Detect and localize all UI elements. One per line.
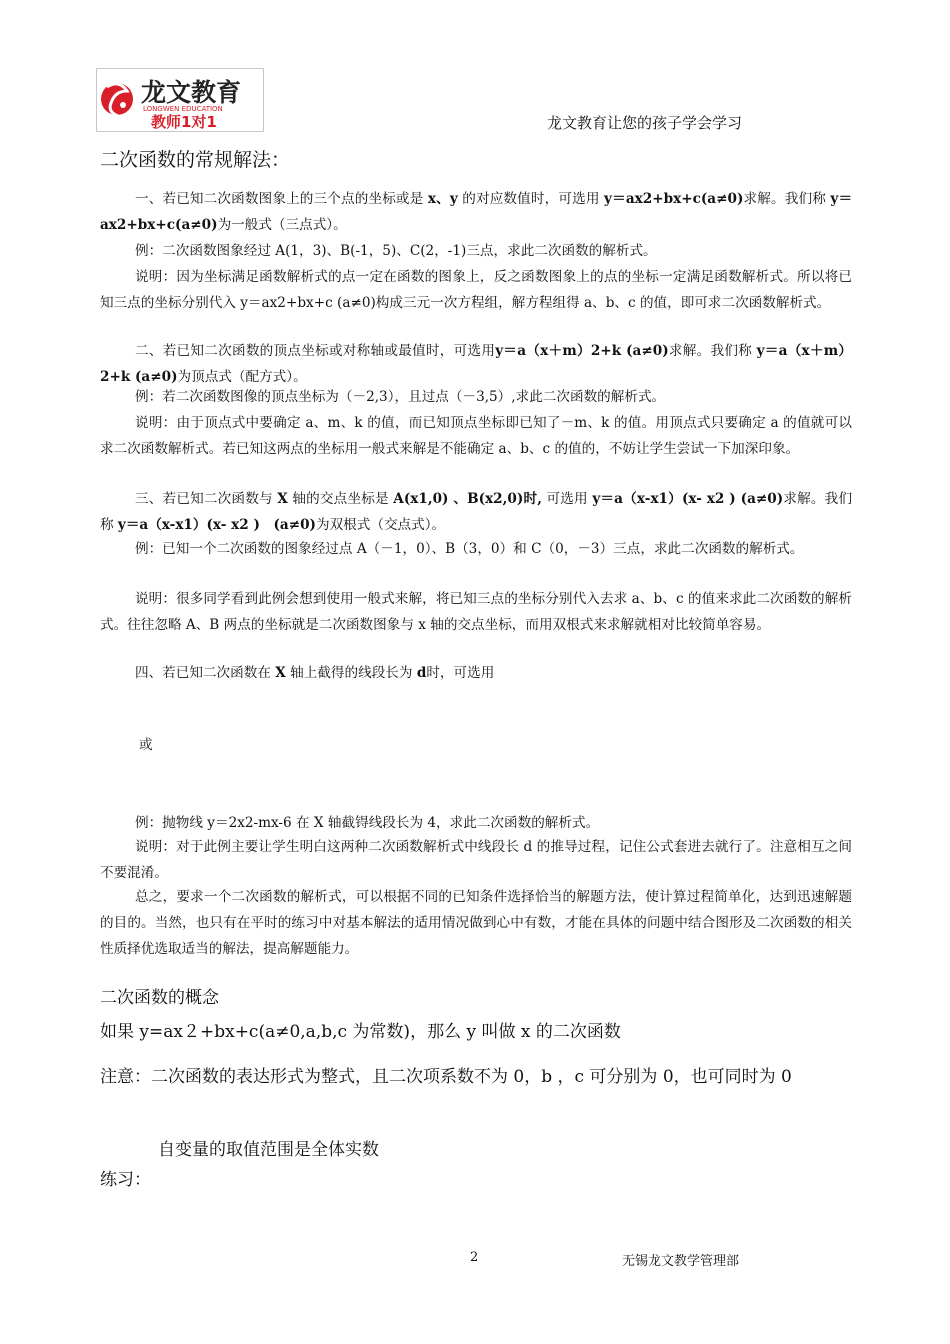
concept-heading: 二次函数的概念	[100, 988, 219, 1008]
footer-department: 无锡龙文教学管理部	[622, 1254, 740, 1269]
example-1: 例：二次函数图象经过 A(1，3)、B(-1，5)、C(2，-1)三点，求此二次函数的解析式。	[135, 243, 657, 259]
section-root-form: 三、若已知二次函数与 X 轴的交点坐标是 A(x1,0) 、B(x2,0)时, 可选用 y＝a（x-x1）(x- x2 ) (a≠0)求解。我们称 y＝a（x-x1）(x- x2 ) (a≠0)为双根式（交点式）。	[100, 491, 853, 533]
note-3: 说明：很多同学看到此例会想到使用一般式来解，将已知三点的坐标分别代入去求 a、b、c 的值来求此二次函数的解析式。往往忽略 A、B 两点的坐标就是二次函数图象与 x 轴的交点坐标，而用双根式来求解就相对比较简单容易。	[100, 591, 852, 633]
example-4: 例：抛物线 y＝2x2-mx-6 在 X 轴截锝线段长为 4，求此二次函数的解析式。	[135, 815, 600, 831]
section-segment-length: 四、若已知二次函数在 X 轴上截得的线段长为 d时，可选用	[135, 665, 495, 681]
logo-sub-text: LONGWEN EDUCATION	[143, 105, 223, 113]
note-2: 说明：由于顶点式中要确定 a、m、k 的值，而已知顶点坐标即已知了－m、k 的值。用顶点式只要确定 a 的值就可以求二次函数解析式。若已知这两点的坐标用一般式来解是不能确定 a、b、c 的值的，不妨让学生尝试一下加深印象。	[100, 415, 852, 457]
concept-definition: 如果 y=ax２+bx+c(a≠0,a,b,c 为常数)，那么 y 叫做 x 的二次函数	[100, 1022, 621, 1042]
concept-domain: 自变量的取值范围是全体实数	[158, 1140, 379, 1160]
page-number: 2	[470, 1250, 479, 1265]
logo-mark-icon	[101, 83, 133, 117]
section-general-form: 一、若已知二次函数图象上的三个点的坐标或是 x、y 的对应数值时，可选用 y＝ax2+bx+c(a≠0)求解。我们称 y＝ax2+bx+c(a≠0)为一般式（三点式）。	[100, 191, 853, 233]
logo-slogan-text: 教师1对1	[151, 113, 217, 131]
example-3: 例：已知一个二次函数的图象经过点 A（－1，0）、B（3，0）和 C（0，－3）三点，求此二次函数的解析式。	[135, 541, 804, 557]
page-title: 二次函数的常规解法：	[100, 149, 291, 171]
note-4: 说明：对于此例主要让学生明白这两种二次函数解析式中线段长 d 的推导过程，记住公式套进去就行了。注意相互之间不要混淆。	[100, 839, 852, 881]
practice-label: 练习：	[100, 1170, 151, 1190]
concept-note: 注意：二次函数的表达形式为整式，且二次项系数不为 0，b ，c 可分别为 0，也可同时为 0	[100, 1067, 792, 1087]
header-tagline: 龙文教育让您的孩子学会学习	[547, 114, 743, 132]
or-text: 或	[139, 737, 153, 753]
logo-main-text: 龙文教育	[141, 78, 242, 107]
section-vertex-form: 二、若已知二次函数的顶点坐标或对称轴或最值时，可选用y＝a（x＋m）2+k (a≠0)求解。我们称 y＝a（x＋m）2+k (a≠0)为顶点式（配方式）。	[100, 343, 853, 385]
summary: 总之，要求一个二次函数的解析式，可以根据不同的已知条件选择恰当的解题方法，使计算过程简单化，达到迅速解题的目的。当然，也只有在平时的练习中对基本解法的适用情况做到心中有数，才能在具体的问题中结合图形及二次函数的相关性质择优选取适当的解法，提高解题能力。	[100, 889, 852, 957]
example-2: 例：若二次函数图像的顶点坐标为（－2,3），且过点（－3,5）,求此二次函数的解析式。	[135, 389, 666, 405]
note-1: 说明：因为坐标满足函数解析式的点一定在函数的图象上，反之函数图象上的点的坐标一定满足函数解析式。所以将已知三点的坐标分别代入 y＝ax2+bx+c (a≠0)构成三元一次方程组，解方程组得 a、b、c 的值，即可求二次函数解析式。	[100, 269, 852, 311]
logo	[96, 68, 264, 132]
